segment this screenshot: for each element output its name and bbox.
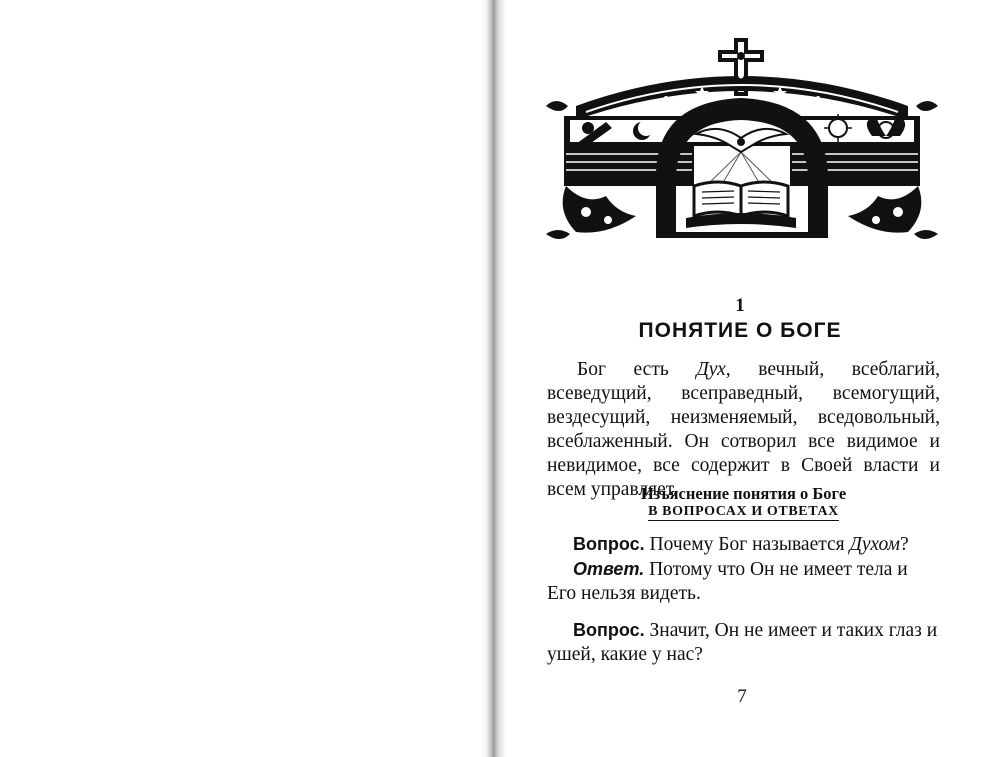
question-1: [547, 532, 940, 557]
question-2: [547, 618, 940, 667]
answer-label: Ответ.: [573, 559, 645, 579]
chapter-title: ПОНЯТИЕ О БОГЕ: [638, 319, 842, 342]
section-heading: Изъяснение понятия о Боге: [640, 484, 847, 503]
chapter-number: 1: [735, 295, 745, 316]
section-subheading: [547, 504, 940, 520]
answer-1: [547, 557, 940, 606]
definition-text-rest: вечный, всеблагий, всеведущий, всеправедный, всемогущий, вездесущий, неизменяемый, вседовольный, всеблаженный. Он сотворил все видимое и невидимое, все содержит в Своей власти и всем управляет.: [547, 359, 940, 500]
definition-spirit-word: Дух,: [696, 359, 731, 380]
qa-block-1: [547, 532, 940, 606]
open-book-icon: [686, 182, 796, 228]
qa-block-2: [547, 618, 940, 667]
page-number: 7: [737, 686, 747, 707]
section-subheading-text: В ВОПРОСАХ И ОТВЕТАХ: [648, 504, 839, 519]
question-text-end: ?: [899, 534, 909, 555]
left-page-blank: [0, 0, 488, 757]
god-definition-paragraph: [547, 358, 940, 502]
question-text: Почему Бог называется: [644, 534, 850, 555]
question-text: Значит, Он не имеет и таких глаз и ушей, какие у нас?: [547, 620, 938, 665]
definition-text-start: Бог есть: [577, 359, 697, 380]
question-emphasis: Духом: [849, 534, 900, 555]
ornamental-headpiece: [546, 36, 938, 248]
question-label: Вопрос.: [573, 620, 645, 640]
question-label: Вопрос.: [573, 534, 645, 554]
book-gutter: [480, 0, 506, 757]
answer-text: Потому что Он не имеет тела и Его нельзя видеть.: [547, 559, 908, 604]
